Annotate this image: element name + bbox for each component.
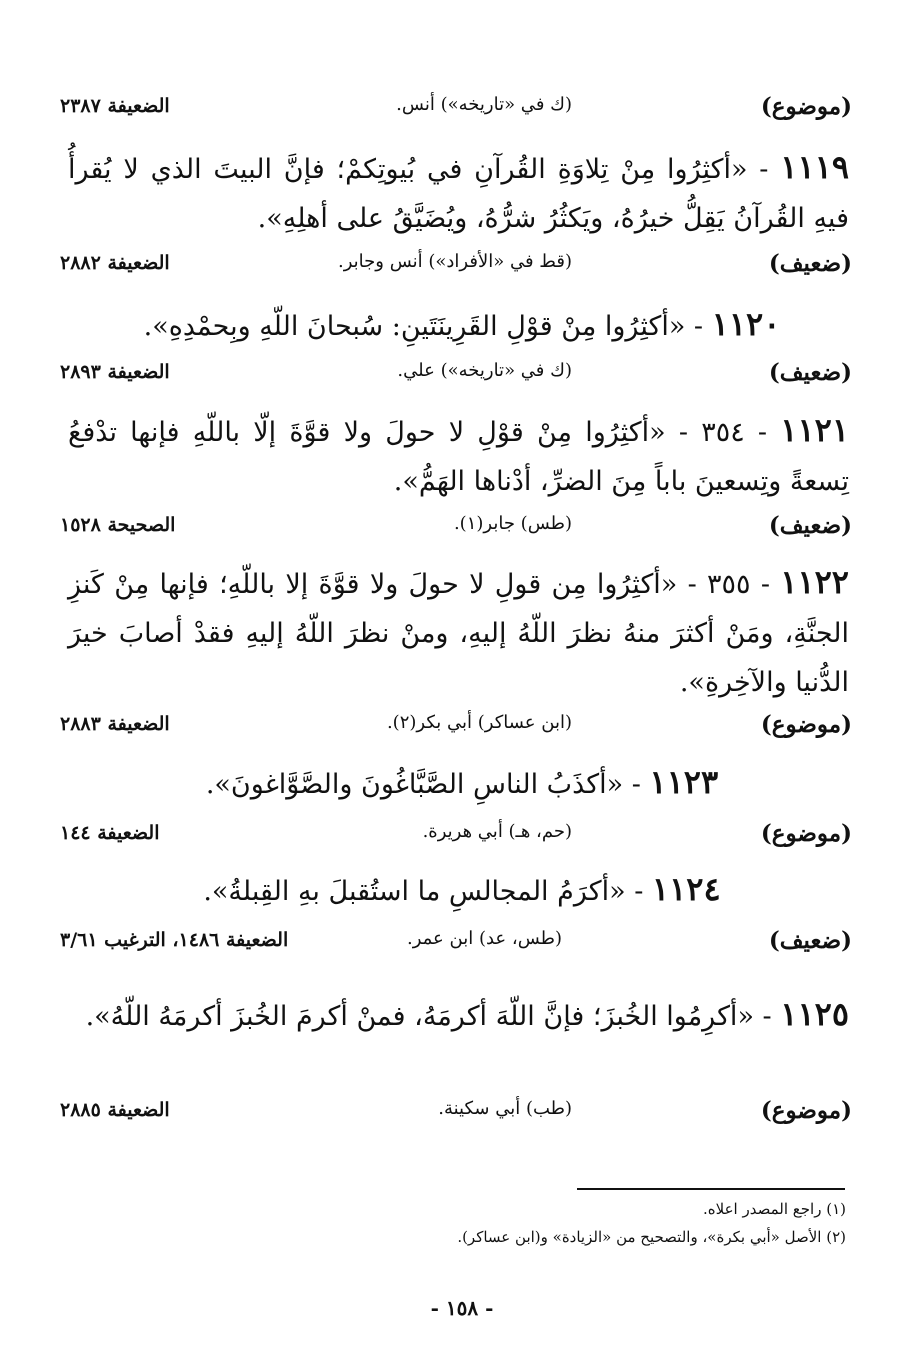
book-reference: الضعيفة ٢٨٩٣ bbox=[60, 361, 170, 383]
page-number: - ١٥٨ - bbox=[430, 1296, 494, 1320]
source-reference: (ك في «تاريخه») أنس. bbox=[396, 94, 572, 115]
hadith-entry bbox=[68, 558, 849, 707]
source-reference: (ابن عساكر) أبي بكر(٢). bbox=[386, 712, 572, 733]
source-row bbox=[60, 1090, 852, 1130]
source-reference: (طب) أبي سكينة. bbox=[438, 1098, 572, 1119]
hadith-number: ١١٢٤ bbox=[651, 870, 721, 908]
source-reference: (قط في «الأفراد») أنس وجابر. bbox=[338, 251, 572, 272]
source-row bbox=[60, 352, 852, 392]
hadith-entry bbox=[100, 758, 824, 809]
source-row bbox=[60, 813, 852, 853]
hadith-entry bbox=[68, 143, 849, 243]
book-reference: الضعيفة ٢٨٨٢ bbox=[60, 252, 170, 274]
hadith-text: - «أكرِمُوا الخُبزَ؛ فإنَّ اللّهَ أكرمَهُ، فمنْ أكرمَ الخُبزَ أكرمَهُ اللّهُ». bbox=[85, 1001, 781, 1032]
footnote: (١) راجع المصدر اعلاه. bbox=[703, 1200, 846, 1218]
hadith-number: ١١٢٠ bbox=[711, 305, 781, 343]
source-reference: (ك في «تاريخه») علي. bbox=[397, 360, 572, 381]
grade-label: (ضعيف) bbox=[768, 511, 852, 539]
hadith-number: ١١٢١ bbox=[780, 411, 850, 449]
grade-label: (ضعيف) bbox=[768, 249, 852, 277]
hadith-number: ١١١٩ bbox=[780, 148, 849, 186]
hadith-number: ١١٢٢ bbox=[780, 563, 849, 601]
book-reference: الضعيفة ٢٨٨٣ bbox=[60, 713, 170, 735]
source-row bbox=[60, 920, 852, 960]
hadith-entry bbox=[68, 990, 849, 1041]
source-row bbox=[60, 505, 852, 545]
source-row bbox=[60, 704, 852, 744]
hadith-text: - «أكرَمُ المجالسِ ما استُقبلَ بهِ القِبلةُ». bbox=[203, 876, 652, 907]
source-reference: (طس، عد) ابن عمر. bbox=[407, 928, 562, 949]
grade-label: (موضوع) bbox=[760, 710, 852, 738]
grade-label: (موضوع) bbox=[760, 819, 852, 847]
grade-label: (موضوع) bbox=[760, 92, 852, 120]
grade-label: (ضعيف) bbox=[768, 358, 852, 386]
source-reference: (حم، هـ) أبي هريرة. bbox=[422, 821, 572, 842]
source-reference: (طس) جابر(١). bbox=[453, 513, 572, 534]
hadith-text: - ٣٥٥ - «أكثِرُوا مِن قولِ لا حولَ ولا قوَّةَ إلا باللّهِ؛ فإنها مِنْ كَنزِ الجنَّةِ، ومَنْ أكثرَ منهُ نظرَ اللّهُ إليهِ، ومنْ نظرَ اللّهُ إليهِ فقدْ أصابَ خيرَ الدُّنيا والآخِرةِ». bbox=[68, 569, 849, 698]
book-reference: الصحيحة ١٥٢٨ bbox=[60, 514, 176, 536]
footnote-divider bbox=[577, 1188, 845, 1190]
hadith-entry bbox=[68, 406, 849, 506]
hadith-number: ١١٢٥ bbox=[780, 995, 849, 1033]
grade-label: (ضعيف) bbox=[768, 926, 852, 954]
hadith-text: - «أكذَبُ الناسِ الصَّبَّاغُونَ والصَّوَّاغونَ». bbox=[205, 769, 650, 800]
book-reference: الضعيفة ٢٨٨٥ bbox=[60, 1099, 170, 1121]
hadith-text: - «أكثِرُوا مِنْ تِلاوَةِ القُرآنِ في بُيوتِكمْ؛ فإنَّ البيتَ الذي لا يُقرأُ فيهِ القُرآنُ يَقِلُّ خيرُهُ، ويَكثُرُ شرُّهُ، ويُضَيَّقُ على أهلِهِ». bbox=[68, 154, 849, 234]
source-row bbox=[60, 86, 852, 126]
hadith-entry bbox=[100, 865, 824, 916]
hadith-number: ١١٢٣ bbox=[649, 763, 719, 801]
hadith-entry bbox=[100, 300, 824, 351]
hadith-text: - ٣٥٤ - «أكثِرُوا مِنْ قوْلِ لا حولَ ولا قوَّةَ إلّا باللّهِ فإنها تدْفعُ تِسعةً وتِسعينَ باباً مِنَ الضرِّ، أدْناها الهَمُّ». bbox=[68, 417, 849, 497]
hadith-text: - «أكثِرُوا مِنْ قوْلِ القَرِينَتَينِ: سُبحانَ اللّهِ وبِحمْدِهِ». bbox=[143, 311, 712, 342]
footnote: (٢) الأصل «أبي بكرة»، والتصحيح من «الزيادة» و(ابن عساكر). bbox=[457, 1228, 846, 1246]
source-row bbox=[60, 243, 852, 283]
book-reference: الضعيفة ١٤٨٦، الترغيب ٣/٦١ bbox=[60, 929, 289, 951]
grade-label: (موضوع) bbox=[760, 1096, 852, 1124]
book-reference: الضعيفة ١٤٤ bbox=[60, 822, 160, 844]
book-reference: الضعيفة ٢٣٨٧ bbox=[60, 95, 170, 117]
